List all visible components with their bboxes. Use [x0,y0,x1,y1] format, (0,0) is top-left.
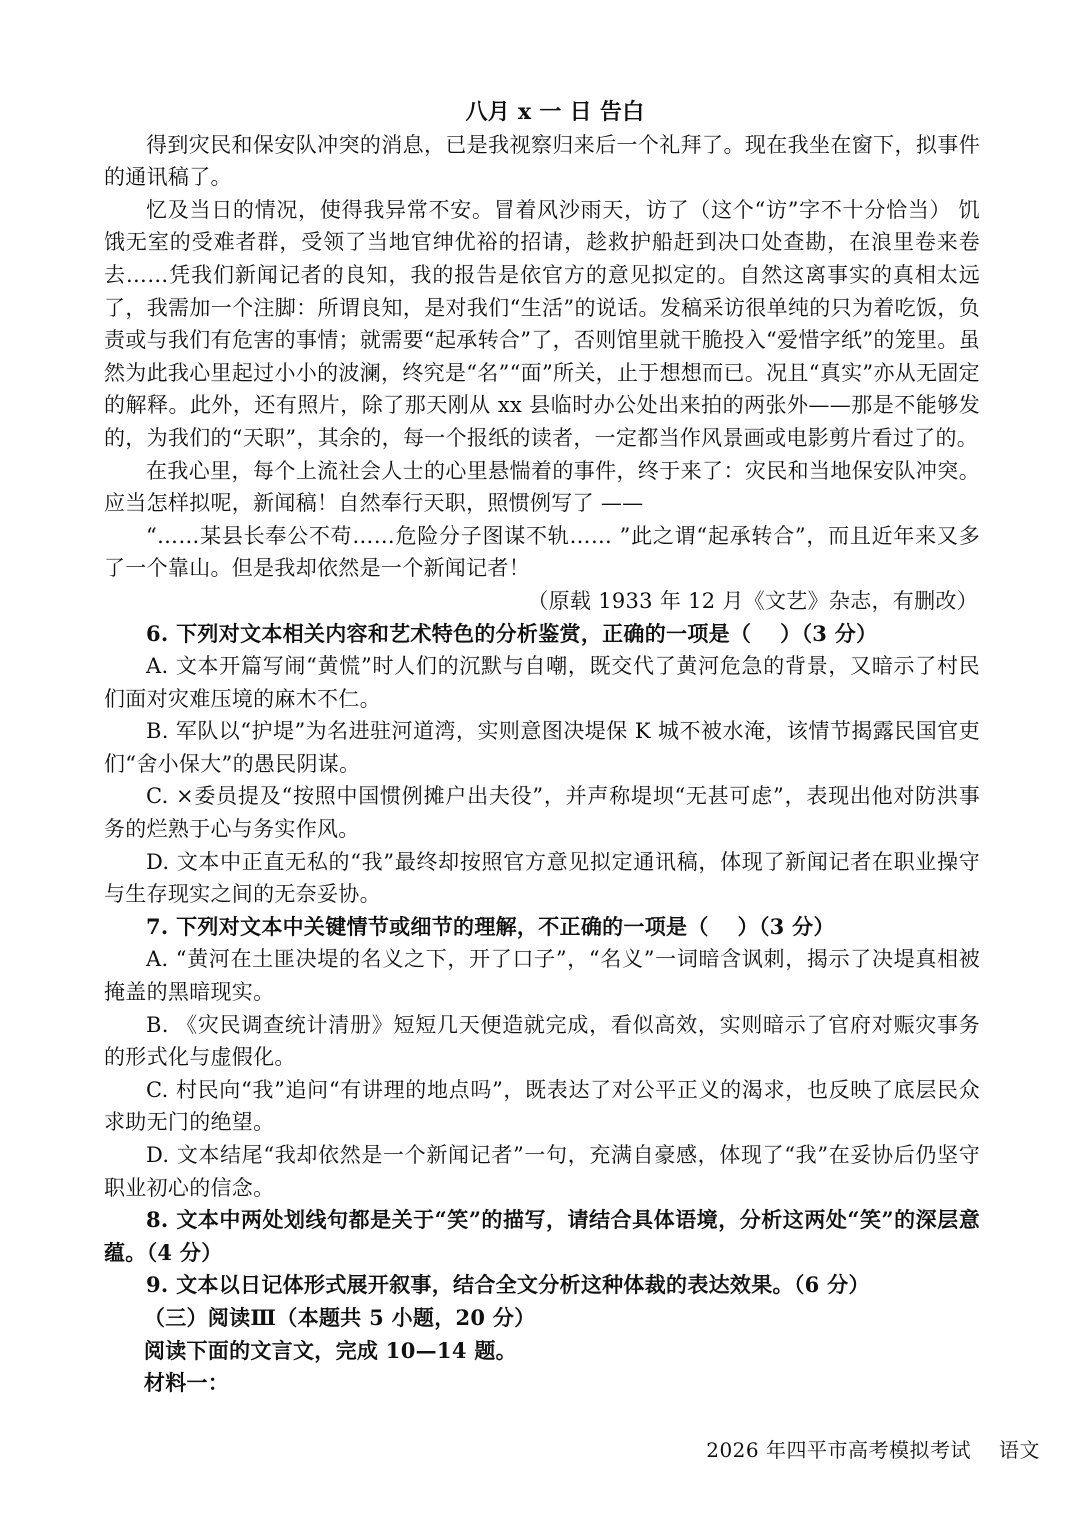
question-7-option-c: C. 村民向“我”追问“有讲理的地点吗”，既表达了对公平正义的渴求，也反映了底层民众求助无门的绝望。 [104,1077,980,1135]
article-paragraph: 忆及当日的情况，使得我异常不安。冒着风沙雨天，访了（这个“访”字不十分恰当） 饥饿无室的受难者群，受领了当地官绅优裕的招请，趁救护船赶到决口处查勘，在浪里卷来卷去……凭我们新闻记者的良知，我的报告是依官方的意见拟定的。自然这离事实的真相太远了，我需加一个注脚：所谓良知，是对我们“生活”的说话。发稿采访很单纯的只为着吃饭，负责或与我们有危害的事情；就需要“起承转合”了，否则馆里就干脆投入“爱惜字纸”的笼里。虽然为此我心里起过小小的波澜，终究是“名”“面”所关，止于想想而已。况且“真实”亦从无固定的解释。此外，还有照片，除了那天刚从 xx 县临时办公处出来拍的两张外——那是不能够发的，为我们的“天职”，其余的，每一个报纸的读者，一定都当作风景画或电影剪片看过了的。 [104,197,980,450]
section-3-instruction: 阅读下面的文言文，完成 10—14 题。 [143,1337,517,1363]
question-8: 8. 文本中两处划线句都是关于“笑”的描写，请结合具体语境，分析这两处“笑”的深层意蕴。（4 分） [104,1207,980,1265]
question-9: 9. 文本以日记体形式展开叙事，结合全文分析这种体裁的表达效果。（6 分） [146,1272,870,1298]
question-7-option-a: A. “黄河在土匪决堤的名义之下，开了口子”，“名义”一词暗含讽刺，揭示了决堤真相被掩盖的黑暗现实。 [104,947,980,1005]
question-6-option-a: A. 文本开篇写闹“黄慌”时人们的沉默与自嘲，既交代了黄河危急的背景，又暗示了村民们面对灾难压境的麻木不仁。 [104,654,980,711]
question-7-stem: 7. 下列对文本中关键情节或细节的理解，不正确的一项是（ ）（3 分） [146,913,835,939]
section-3-material-label: 材料一： [143,1370,230,1396]
article-source: （原载 1933 年 12 月《文艺》杂志，有删改） [527,588,978,613]
page-content [104,96,980,1400]
question-7-option-b: B. 《灾民调查统计清册》短短几天便造就完成，看似高效，实则暗示了官府对赈灾事务的形式化与虚假化。 [104,1012,980,1070]
section-3-heading: （三）阅读Ⅲ（本题共 5 小题，20 分） [143,1304,536,1330]
page-footer [706,1434,1040,1463]
question-6-option-d: D. 文本中正直无私的“我”最终却按照官方意见拟定通讯稿，体现了新闻记者在职业操守与生存现实之间的无奈妥协。 [104,849,980,907]
article-paragraph: 在我心里，每个上流社会人士的心里悬惴着的事件，终于来了：灾民和当地保安队冲突。应当怎样拟呢，新闻稿！自然奉行天职，照惯例写了 —— [104,458,980,516]
footer-subject: 语文 [999,1438,1040,1462]
question-7-option-d: D. 文本结尾“我却依然是一个新闻记者”一句，充满自豪感，体现了“我”在妥协后仍坚守职业初心的信念。 [104,1143,980,1200]
article-title: 八月 x 一 日 告白 [465,99,645,125]
question-6-stem: 6. 下列对文本相关内容和艺术特色的分析鉴赏，正确的一项是（ ）（3 分） [146,620,878,646]
article-paragraph: “……某县长奉公不苟……危险分子图谋不轨…… ”此之谓“起承转合”，而且近年来又多了一个靠山。但是我却依然是一个新闻记者！ [104,523,980,581]
footer-exam-name: 2026 年四平市高考模拟考试 [706,1438,971,1462]
question-6-option-c: C. ×委员提及“按照中国惯例摊户出夫役”，并声称堤坝“无甚可虑”，表现出他对防洪事务的烂熟于心与务实作风。 [104,784,980,842]
question-6-option-b: B. 军队以“护堤”为名进驻河道湾，实则意图决堤保 K 城不被水淹，该情节揭露民国官吏们“舍小保大”的愚民阴谋。 [104,719,980,776]
article-paragraph: 得到灾民和保安队冲突的消息，已是我视察归来后一个礼拜了。现在我坐在窗下，拟事件的通讯稿了。 [104,132,980,190]
